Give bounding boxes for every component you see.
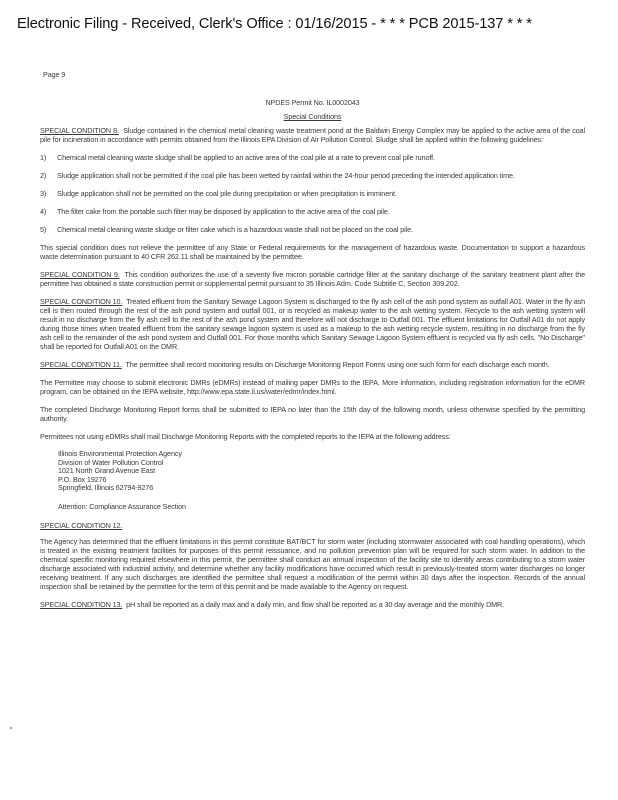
list-item (40, 153, 585, 162)
filing-stamp: Electronic Filing - Received, Clerk's Office : 01/16/2015 - * * * PCB 2015-137 * * * (17, 16, 532, 32)
condition-text: This condition authorizes the use of a seventy five micron portable cartridge filter at the sanitary discharge of the sanitary treatment plant after the permittee has obtained a state construction permit or supplemental permit pursuant to 35 Illinois Adm. Code Subtitle C, Section 309.202. (40, 270, 585, 288)
address-line: Division of Water Pollution Control (58, 457, 164, 467)
special-condition-8 (40, 126, 585, 144)
condition-text: Sludge contained in the chemical metal cleaning waste treatment pond at the Baldwin Energy Complex may be applied to the active area of the coal pile for incineration in accordance with permits obtained from the Illinois EPA Division of Air Pollution Control. Sludge shall be applied within the following guidelines: (40, 126, 585, 144)
list-item (40, 207, 585, 216)
list-item (40, 225, 585, 234)
special-condition-12-label (40, 521, 585, 530)
item-text: Sludge application shall not be permitted on the coal pile during precipitation or when precipitation is imminent. (57, 189, 397, 198)
dmr-deadline-paragraph: The completed Discharge Monitoring Report forms shall be submitted to IEPA no later than the 15th day of the following month, unless otherwise specified by the permitting authority. (40, 405, 585, 423)
mailing-address (58, 450, 585, 493)
address-line: 1021 North Grand Avenue East (58, 466, 155, 476)
document-page (40, 70, 585, 618)
item-text: The filter cake from the portable such filter may be disposed by application to the active area of the coal pile. (57, 207, 390, 216)
item-number: 1) (40, 153, 47, 162)
sludge-guidelines-list (40, 153, 585, 234)
condition-label: SPECIAL CONDITION 12. (40, 520, 123, 530)
special-condition-10 (40, 297, 585, 351)
hazardous-waste-note: This special condition does not relieve the permittee of any State or Federal requirements for the management of hazardous waste. Documentation to support a hazardous waste determination pursuant to 40 CFR 262.11 shall be maintained by the permittee. (40, 243, 585, 261)
address-line: Illinois Environmental Protection Agency (58, 449, 182, 458)
item-number: 5) (40, 225, 47, 234)
page-number: Page 9 (43, 70, 66, 79)
item-number: 3) (40, 189, 47, 198)
section-heading: Special Conditions (283, 112, 342, 121)
condition-label: SPECIAL CONDITION 11. (40, 360, 122, 369)
condition-label: SPECIAL CONDITION 8. (40, 126, 119, 135)
address-line: P.O. Box 19276 (58, 474, 107, 484)
item-text: Chemical metal cleaning waste sludge or filter cake which is a hazardous waste shall not be placed on the coal pile. (57, 225, 413, 234)
address-line: Springfield, Illinois 62794-9276 (58, 483, 154, 493)
item-number: 2) (40, 171, 47, 180)
condition-text: pH shall be reported as a daily max and a daily min, and flow shall be reported as a 30 day average and the monthly DMR. (126, 599, 505, 609)
list-item (40, 171, 585, 180)
item-number: 4) (40, 207, 47, 216)
condition-label: SPECIAL CONDITION 10. (40, 297, 123, 306)
list-item (40, 189, 585, 198)
special-condition-11 (40, 360, 585, 369)
permit-number: NPDES Permit No. IL0002043 (265, 98, 360, 107)
item-text: Chemical metal cleaning waste sludge shall be applied to an active area of the coal pile at a rate to prevent coal pile runoff. (57, 153, 435, 162)
attention-line: Attention: Compliance Assurance Section (58, 501, 186, 511)
mailing-paragraph: Permittees not using eDMRs shall mail Discharge Monitoring Reports with the completed reports to the IEPA at the following address: (40, 432, 451, 441)
condition-label: SPECIAL CONDITION 9. (40, 270, 120, 279)
special-condition-12: The Agency has determined that the effluent limitations in this permit constitute BAT/BCT for storm water (including stormwater associated with coal handling operations), which is treated in the existing treatment facilities for purposes of this permit reissuance, and no pollution prevention plan will be required for such storm water. In addition to the chemical specific monitoring required elsewhere in this permit, the permittee shall conduct an annual inspection of the facility site to identify areas contributing to a storm water discharge associated with industrial activity, and determine whether any facility modifications have occurred which result in previously-treated storm water discharges no longer receiving treatment. If any such discharges are identified the permittee shall request a modification of the permit within 30 days after the inspection. Records of the annual inspection shall be retained by the permittee for the term of this permit and be made available to the Agency on request. (40, 536, 585, 591)
condition-label: SPECIAL CONDITION 13. (40, 599, 123, 609)
condition-text: Treated effluent from the Sanitary Sewage Lagoon System is discharged to the fly ash cell of the ash pond system as outfall A01. Water in the fly ash cell is then routed through the rest of the ash pond system and outfall 001, or is recycled as makeup water to the ash wetting system. Recycle to the ash wetting system will result in no discharge from the fly ash cell to the rest of the ash pond system and therefore will not discharge to Outfall 001. The effluent limitations for Outfall A01 do not apply during those times when treated effluent from the sanitary sewage lagoon system is used as a makeup to the ash wetting recycle system, resulting in no discharge from the fly ash cell to the remainder of the ash pond system and Outfall 001. For those months which Sanitary Sewage Lagoon System effluent is recycled via fly ash cells, "No Discharge" shall be reported for Outfall A01 on the DMR. (40, 297, 585, 351)
condition-text: The permittee shall record monitoring results on Discharge Monitoring Report Forms using one such form for each discharge each month. (125, 360, 550, 369)
scan-speck (10, 727, 12, 729)
special-condition-9 (40, 270, 585, 288)
special-condition-13 (40, 600, 585, 609)
item-text: Sludge application shall not be permitted if the coal pile has been wetted by rainfall within the 24-hour period preceding the intended application time. (57, 171, 515, 180)
edmr-paragraph: The Permittee may choose to submit electronic DMRs (eDMRs) instead of mailing paper DMRs to the IEPA. More information, including registration information for the eDMR program, can be obtained on the IEPA website, http://www.epa.state.il.us/water/edmr/index.html. (40, 378, 585, 396)
